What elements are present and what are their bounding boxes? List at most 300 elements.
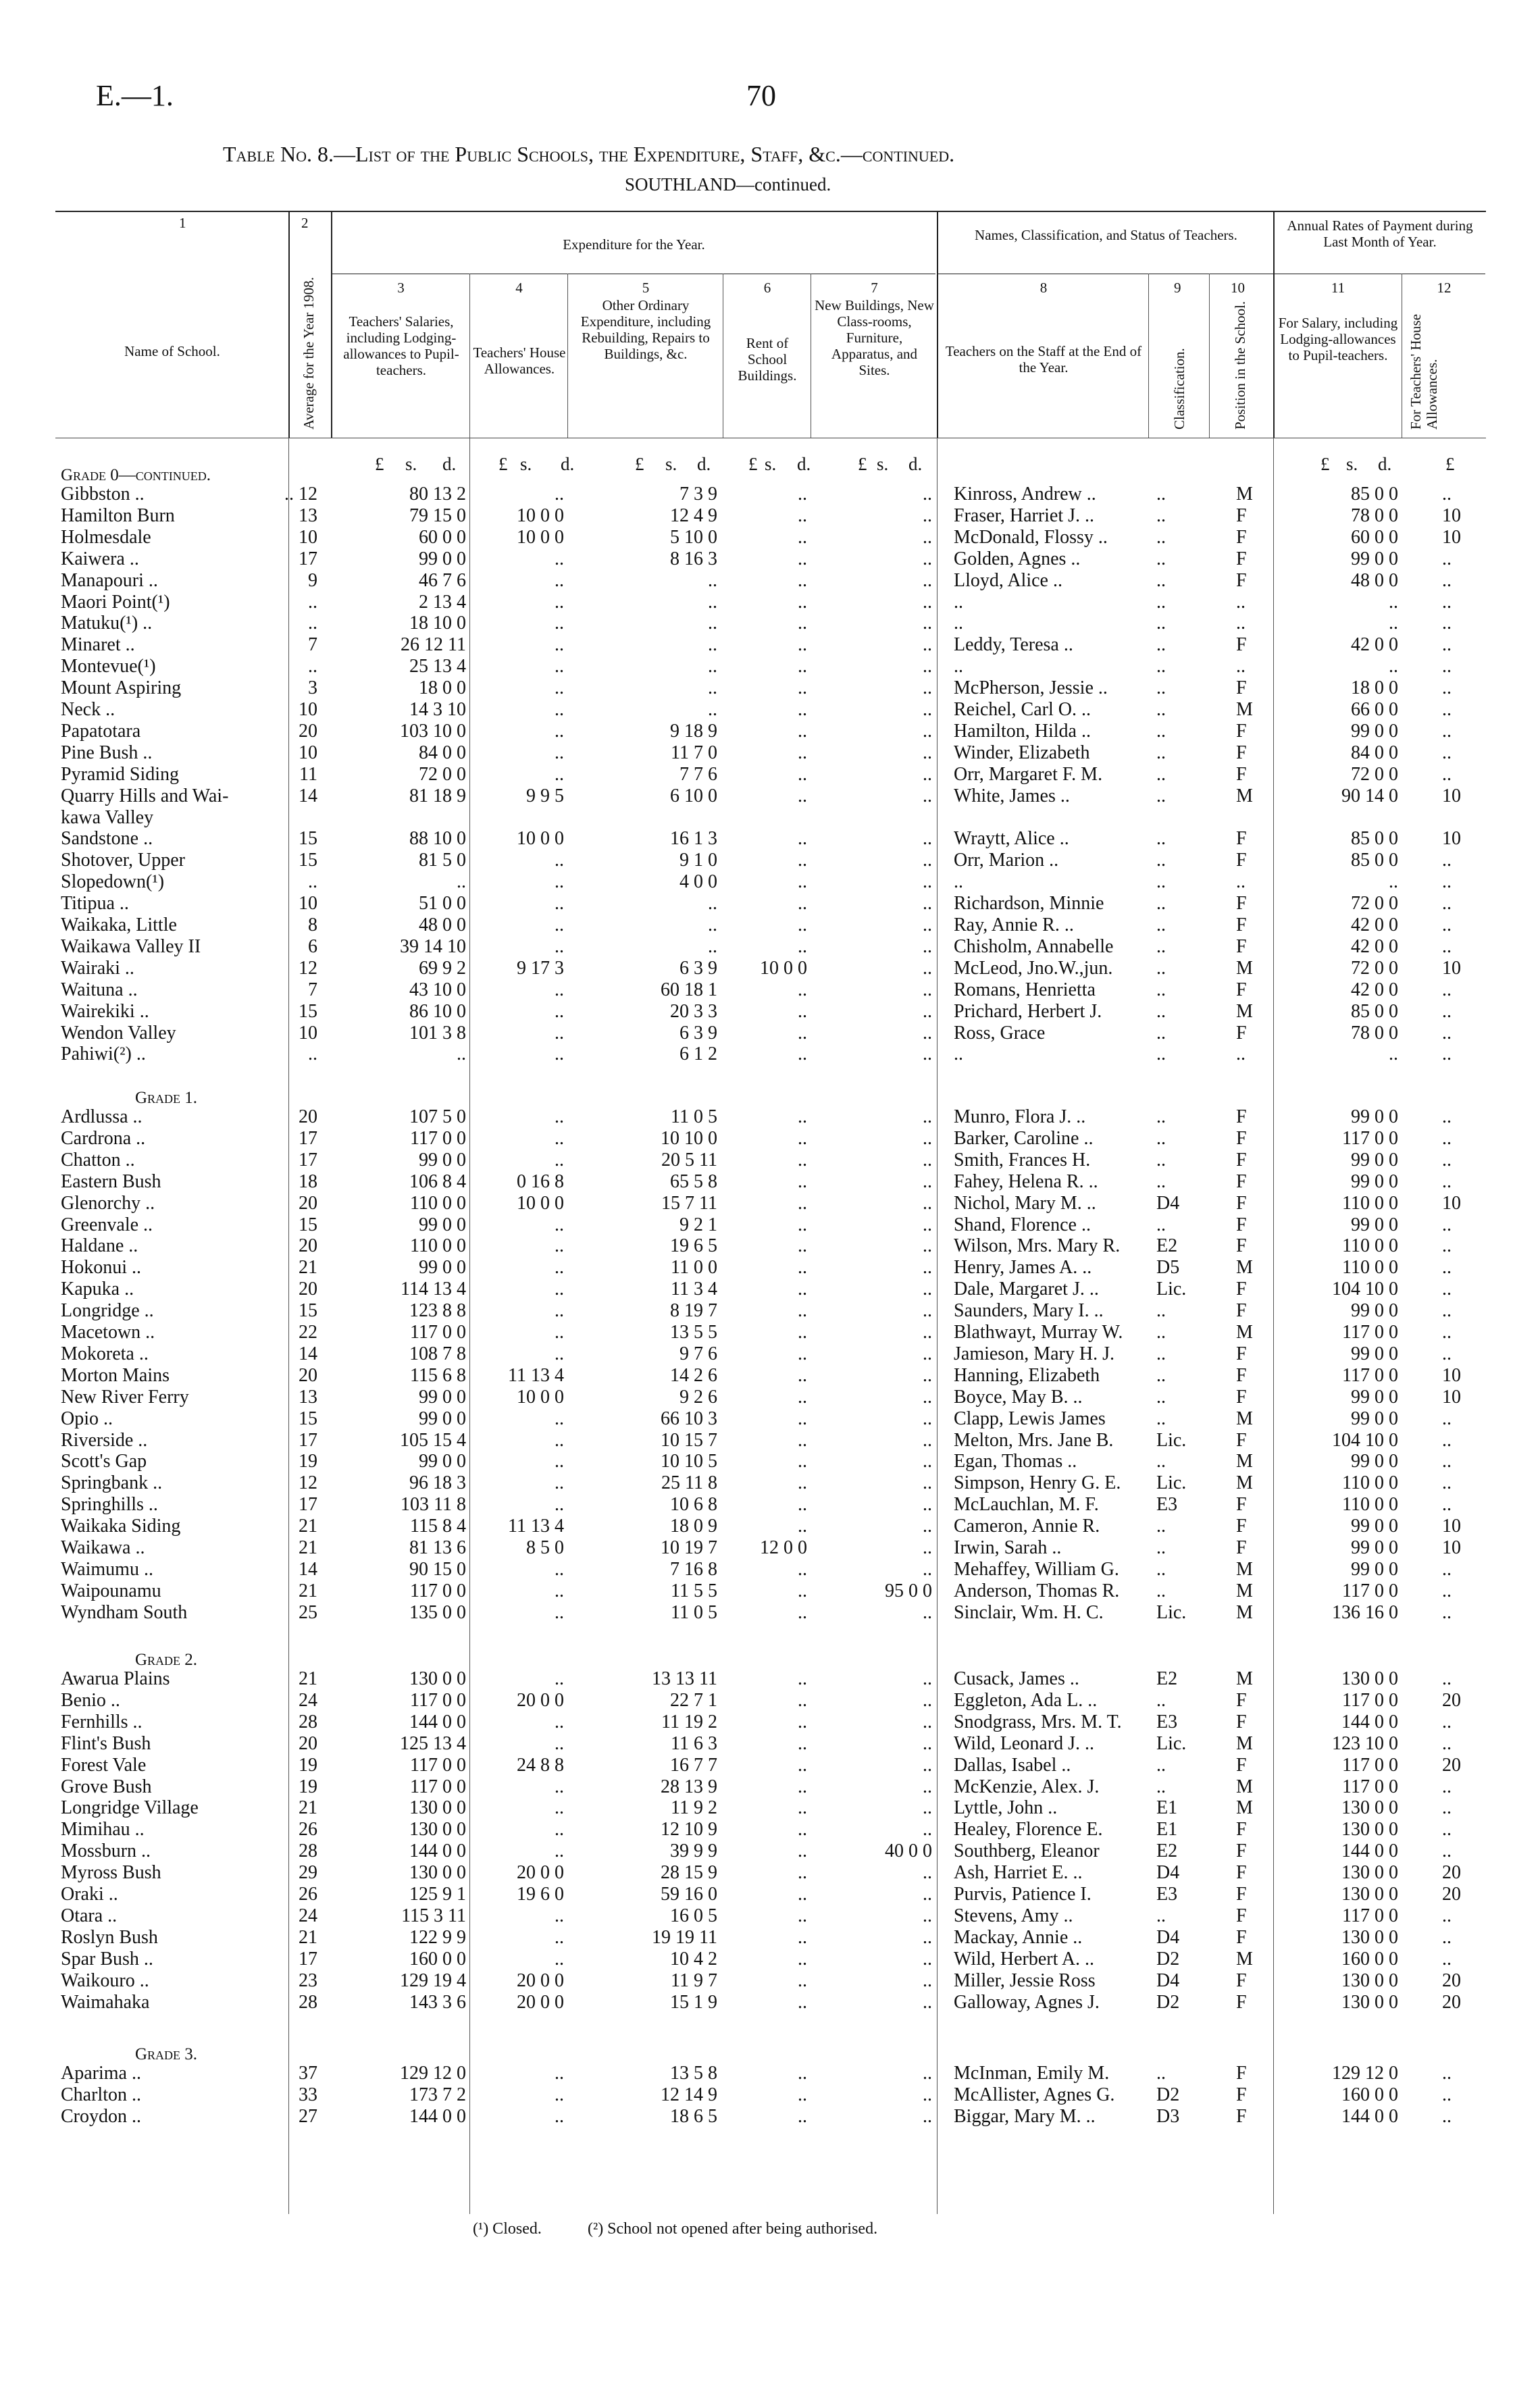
cell-position: M	[1236, 1797, 1253, 1819]
cell-other-expenditure: 6 3 9	[679, 1022, 717, 1044]
cell-salary-rate: 160 0 0	[1341, 1948, 1398, 1970]
cell-rent: ..	[798, 1884, 807, 1905]
cell-house-allowance: ..	[555, 1322, 564, 1343]
cell-rent: ..	[798, 1343, 807, 1364]
cell-other-expenditure: 9 2 6	[679, 1386, 717, 1408]
cell-other-expenditure: 6 1 2	[679, 1044, 717, 1065]
table-row	[0, 807, 1540, 829]
table-row	[0, 1001, 1540, 1023]
cell-average: ..	[308, 613, 317, 634]
cell-teacher-name: Richardson, Minnie	[954, 893, 1104, 915]
table-row	[0, 1690, 1540, 1712]
cell-new-buildings: ..	[923, 548, 932, 569]
cell-rent: ..	[798, 1322, 807, 1343]
cell-other-expenditure: 5 10 0	[670, 526, 717, 548]
col-7-number: 7	[871, 280, 878, 296]
cell-teacher-name: McAllister, Agnes G.	[954, 2084, 1115, 2105]
cell-other-expenditure: 13 5 5	[670, 1322, 717, 1343]
cell-average: 15	[299, 1000, 317, 1022]
cell-house-allowance: ..	[555, 720, 564, 742]
cell-house-allowance: ..	[555, 742, 564, 763]
cell-classification: ..	[1156, 699, 1166, 720]
cell-salary-rate: 85 0 0	[1351, 828, 1398, 850]
cell-house-allowance-rate: ..	[1442, 742, 1452, 763]
cell-rent: ..	[798, 1732, 807, 1754]
cell-new-buildings: ..	[923, 1754, 932, 1776]
cell-other-expenditure: 13 5 8	[670, 2063, 717, 2084]
table-title: Table No. 8.—List of the Public Schools, the Expenditure, Staff, &c.—continued.	[223, 142, 955, 166]
cell-other-expenditure: 19 6 5	[670, 1235, 717, 1257]
cell-rent: ..	[798, 785, 807, 806]
cell-teacher-name: Dale, Margaret J. ..	[954, 1279, 1099, 1300]
cell-house-allowance-rate: ..	[1442, 613, 1452, 634]
table-row	[0, 958, 1540, 979]
cell-other-expenditure: 19 19 11	[652, 1926, 717, 1948]
cell-house-allowance: ..	[555, 1279, 564, 1300]
cell-salary-rate: 99 0 0	[1351, 1558, 1398, 1580]
cell-new-buildings: ..	[923, 1668, 932, 1689]
cell-school-name: Spar Bush ..	[61, 1948, 153, 1970]
cell-other-expenditure: 18 6 5	[670, 2105, 717, 2127]
cell-house-allowance: ..	[555, 1127, 564, 1149]
cell-average: ..	[308, 1044, 317, 1065]
table-row	[0, 1408, 1540, 1430]
col-5-number: 5	[642, 280, 650, 296]
cell-new-buildings: ..	[923, 2105, 932, 2127]
cell-new-buildings: ..	[923, 1970, 932, 1991]
cell-classification: E3	[1156, 1494, 1178, 1516]
cell-position: F	[1236, 1300, 1247, 1322]
cell-new-buildings: ..	[923, 1000, 932, 1022]
cell-school-name: Roslyn Bush	[61, 1926, 158, 1948]
cell-teacher-name: Egan, Thomas ..	[954, 1451, 1077, 1472]
cell-house-allowance: ..	[555, 1905, 564, 1926]
table-row	[0, 893, 1540, 915]
cell-rent: ..	[798, 1235, 807, 1257]
cell-salaries: 81 13 6	[409, 1537, 466, 1558]
cell-position: F	[1236, 1926, 1247, 1948]
cell-other-expenditure: 9 18 9	[670, 720, 717, 742]
cell-school-name: Waikaka Siding	[61, 1516, 181, 1537]
cell-teacher-name: Prichard, Herbert J.	[954, 1000, 1102, 1022]
cell-position: ..	[1236, 591, 1246, 613]
cell-house-allowance: ..	[555, 1149, 564, 1170]
cell-average: 28	[299, 1711, 317, 1732]
cell-position: F	[1236, 1884, 1247, 1905]
cell-house-allowance: ..	[555, 1044, 564, 1065]
cell-rent: ..	[798, 720, 807, 742]
cell-position: M	[1236, 1601, 1253, 1623]
cell-other-expenditure: 28 13 9	[661, 1776, 717, 1797]
cell-position: F	[1236, 1386, 1247, 1408]
cell-salary-rate: 117 0 0	[1342, 1776, 1398, 1797]
cell-salaries: 84 0 0	[419, 742, 466, 763]
cell-classification: ..	[1156, 1127, 1166, 1149]
cell-teacher-name: Jamieson, Mary H. J.	[954, 1343, 1114, 1364]
cell-school-name: Slopedown(¹)	[61, 871, 165, 893]
cell-salary-rate: 42 0 0	[1351, 935, 1398, 957]
cell-new-buildings: ..	[923, 1257, 932, 1279]
cell-school-name: Quarry Hills and Wai-	[61, 785, 229, 806]
cell-teacher-name: Cusack, James ..	[954, 1668, 1079, 1689]
cell-salaries: 88 10 0	[409, 828, 466, 850]
cell-salary-rate: 130 0 0	[1341, 1926, 1398, 1948]
cell-other-expenditure: ..	[708, 591, 717, 613]
cell-new-buildings: ..	[923, 1991, 932, 2013]
table-row	[0, 1494, 1540, 1516]
table-row	[0, 613, 1540, 634]
cell-house-allowance: 0 16 8	[517, 1170, 564, 1192]
cell-classification: ..	[1156, 1022, 1166, 1044]
cell-house-allowance: 24 8 8	[517, 1754, 564, 1776]
cell-rent: ..	[798, 1991, 807, 2013]
cell-average: 3	[308, 677, 317, 699]
cell-new-buildings: ..	[923, 591, 932, 613]
cell-new-buildings: ..	[923, 613, 932, 634]
cell-rent: ..	[798, 1472, 807, 1494]
cell-classification: ..	[1156, 1689, 1166, 1711]
cell-new-buildings: ..	[923, 979, 932, 1000]
cell-average: 14	[299, 785, 317, 806]
cell-position: F	[1236, 505, 1247, 526]
cell-teacher-name: Leddy, Teresa ..	[954, 634, 1073, 656]
table-row	[0, 505, 1540, 527]
cell-rent: ..	[798, 742, 807, 763]
table-row	[0, 1602, 1540, 1624]
cell-classification: ..	[1156, 1149, 1166, 1170]
cell-other-expenditure: 16 0 5	[670, 1905, 717, 1926]
cell-rent: ..	[798, 1106, 807, 1127]
cell-other-expenditure: 12 10 9	[661, 1819, 717, 1841]
cell-other-expenditure: 4 0 0	[679, 871, 717, 893]
cell-teacher-name: Orr, Margaret F. M.	[954, 763, 1103, 785]
expenditure-group-header: Expenditure for the Year.	[563, 236, 705, 253]
cell-house-allowance: ..	[555, 935, 564, 957]
cell-house-allowance-rate: ..	[1442, 1300, 1452, 1322]
cell-rent: ..	[798, 1754, 807, 1776]
cell-salaries: 173 7 2	[409, 2084, 466, 2105]
table-row	[0, 1023, 1540, 1044]
cell-position: M	[1236, 1776, 1253, 1797]
table-row	[0, 1712, 1540, 1733]
cell-teacher-name: Ray, Annie R. ..	[954, 915, 1074, 935]
cell-salaries: 117 0 0	[410, 1689, 466, 1711]
cell-position: F	[1236, 634, 1247, 656]
cell-classification: ..	[1156, 1343, 1166, 1364]
cell-house-allowance: ..	[555, 677, 564, 699]
cell-classification: ..	[1156, 1451, 1166, 1472]
cell-other-expenditure: 10 19 7	[661, 1537, 717, 1558]
cell-position: M	[1236, 1000, 1253, 1022]
cell-salaries: 2 13 4	[419, 591, 466, 613]
cell-classification: D2	[1156, 1948, 1180, 1970]
cell-classification: Lic.	[1156, 1472, 1187, 1494]
cell-position: M	[1236, 1322, 1253, 1343]
cell-classification: D2	[1156, 1991, 1180, 2013]
cell-house-allowance-rate: 10	[1442, 505, 1461, 526]
cell-salaries: 99 0 0	[419, 1257, 466, 1279]
cell-house-allowance: 10 0 0	[517, 526, 564, 548]
cell-rent: ..	[798, 871, 807, 893]
cell-school-name: Kapuka ..	[61, 1279, 134, 1300]
cell-position: F	[1236, 1106, 1247, 1127]
cell-other-expenditure: 11 0 5	[671, 1601, 717, 1623]
cell-school-name: Springbank ..	[61, 1472, 163, 1494]
cell-rent: ..	[798, 699, 807, 720]
cell-teacher-name: Ash, Harriet E. ..	[954, 1862, 1083, 1884]
cell-position: F	[1236, 1970, 1247, 1991]
cell-classification: ..	[1156, 871, 1166, 893]
cell-school-name: Aparima ..	[61, 2063, 141, 2084]
cell-average: ..	[308, 656, 317, 677]
cell-new-buildings: ..	[923, 1408, 932, 1429]
cell-teacher-name: Fahey, Helena R. ..	[954, 1170, 1098, 1192]
cell-teacher-name: Chisholm, Annabelle	[954, 935, 1114, 957]
cell-school-name: Holmesdale	[61, 526, 151, 548]
cell-house-allowance-rate: ..	[1442, 1797, 1452, 1819]
cell-school-name: Waipounamu	[61, 1580, 161, 1601]
cell-other-expenditure: 11 0 0	[671, 1257, 717, 1279]
cell-house-allowance-rate: 10	[1442, 1192, 1461, 1214]
cell-school-name: Waikawa ..	[61, 1537, 145, 1558]
cell-salaries: 130 0 0	[409, 1819, 466, 1841]
cell-new-buildings: ..	[923, 656, 932, 677]
page-number: 70	[746, 79, 776, 112]
cell-school-name: Kaiwera ..	[61, 548, 139, 569]
table-row	[0, 1862, 1540, 1884]
cell-position: M	[1236, 1472, 1253, 1494]
cell-school-name: Awarua Plains	[61, 1668, 170, 1689]
cell-classification: ..	[1156, 1322, 1166, 1343]
cell-salaries: 117 0 0	[410, 1127, 466, 1149]
cell-salaries: 115 6 8	[410, 1364, 466, 1386]
cell-other-expenditure: 15 1 9	[670, 1991, 717, 2013]
cell-salary-rate: 130 0 0	[1341, 1668, 1398, 1689]
cell-school-name: Opio ..	[61, 1408, 113, 1429]
cell-rent: ..	[798, 1926, 807, 1948]
col-salary-rate: For Salary, including Lodging-allowances to Pupil-teachers.	[1278, 315, 1398, 363]
table-row	[0, 1516, 1540, 1537]
cell-house-allowance-rate: 20	[1442, 1970, 1461, 1991]
cell-house-allowance: ..	[555, 1022, 564, 1044]
table-row	[0, 1797, 1540, 1819]
cell-house-allowance-rate: ..	[1442, 569, 1452, 591]
cell-classification: ..	[1156, 1170, 1166, 1192]
table-row	[0, 2106, 1540, 2128]
cell-position: F	[1236, 742, 1247, 763]
cell-average: 14	[299, 1558, 317, 1580]
cell-salary-rate: 78 0 0	[1351, 505, 1398, 526]
table-row	[0, 1668, 1540, 1690]
cell-salaries: 144 0 0	[409, 2105, 466, 2127]
cell-salaries: 18 10 0	[409, 613, 466, 634]
cell-average: 24	[299, 1689, 317, 1711]
cell-teacher-name: ..	[954, 1044, 963, 1065]
cell-salaries: 99 0 0	[419, 548, 466, 569]
table-row	[0, 764, 1540, 786]
cell-house-allowance-rate: ..	[1442, 720, 1452, 742]
cell-new-buildings: ..	[923, 1386, 932, 1408]
cell-average: 37	[299, 2063, 317, 2084]
cell-position: F	[1236, 935, 1247, 957]
cell-classification: ..	[1156, 763, 1166, 785]
cell-teacher-name: Orr, Marion ..	[954, 850, 1059, 871]
cell-teacher-name: Blathwayt, Murray W.	[954, 1322, 1123, 1343]
col-3-number: 3	[397, 280, 405, 296]
cell-house-allowance-rate: ..	[1442, 1044, 1452, 1065]
cell-salary-rate: 99 0 0	[1351, 1386, 1398, 1408]
cell-average: 20	[299, 1364, 317, 1386]
cell-position: ..	[1236, 871, 1246, 893]
cell-salary-rate: 110 0 0	[1342, 1192, 1398, 1214]
cell-classification: ..	[1156, 1364, 1166, 1386]
table-row	[0, 1150, 1540, 1171]
cell-average: 23	[299, 1970, 317, 1991]
cell-teacher-name: Irwin, Sarah ..	[954, 1537, 1062, 1558]
cell-position: F	[1236, 1689, 1247, 1711]
cell-teacher-name: McInman, Emily M.	[954, 2063, 1110, 2084]
cell-school-name: Macetown ..	[61, 1322, 155, 1343]
cell-teacher-name: Golden, Agnes ..	[954, 548, 1081, 569]
cell-house-allowance-rate: ..	[1442, 1322, 1452, 1343]
cell-other-expenditure: 7 7 6	[679, 763, 717, 785]
cell-position: F	[1236, 1537, 1247, 1558]
col-2-number: 2	[301, 215, 309, 231]
cell-position: ..	[1236, 1044, 1246, 1065]
cell-teacher-name: Simpson, Henry G. E.	[954, 1472, 1121, 1494]
cell-other-expenditure: 22 7 1	[670, 1689, 717, 1711]
grade-2-heading: Grade 2.	[135, 1651, 198, 1669]
cell-house-allowance: ..	[555, 1429, 564, 1451]
table-row	[0, 1905, 1540, 1927]
cell-new-buildings: ..	[923, 1537, 932, 1558]
cell-classification: ..	[1156, 656, 1166, 677]
cell-salary-rate: 130 0 0	[1341, 1819, 1398, 1841]
cell-classification: ..	[1156, 828, 1166, 850]
cell-rent: ..	[798, 850, 807, 871]
cell-house-allowance: ..	[555, 1580, 564, 1601]
cell-new-buildings: ..	[923, 1819, 932, 1841]
cell-average: 15	[299, 850, 317, 871]
cell-house-allowance-rate: ..	[1442, 1711, 1452, 1732]
cell-classification: ..	[1156, 915, 1166, 935]
cell-salaries: 25 13 4	[409, 656, 466, 677]
cell-house-allowance-rate: ..	[1442, 1558, 1452, 1580]
cell-house-allowance: ..	[555, 656, 564, 677]
cell-average: 19	[299, 1451, 317, 1472]
cell-school-name: Chatton ..	[61, 1149, 135, 1170]
table-row	[0, 1257, 1540, 1279]
cell-house-allowance: ..	[555, 613, 564, 634]
cell-salary-rate: 85 0 0	[1351, 850, 1398, 871]
table-row	[0, 1559, 1540, 1580]
cell-teacher-name: McLauchlan, M. F.	[954, 1494, 1099, 1516]
cell-house-allowance-rate: ..	[1442, 1170, 1452, 1192]
cell-school-name: Charlton ..	[61, 2084, 141, 2105]
col-house-allowances: Teachers' House Allowances.	[473, 344, 566, 377]
cell-new-buildings: ..	[923, 828, 932, 850]
cell-other-expenditure: 11 9 7	[671, 1970, 717, 1991]
cell-new-buildings: ..	[923, 1149, 932, 1170]
cell-salary-rate: ..	[1389, 591, 1398, 613]
cell-average: 15	[299, 1300, 317, 1322]
cell-salary-rate: 129 12 0	[1332, 2063, 1398, 2084]
cell-salaries: 129 19 4	[400, 1970, 466, 1991]
cell-new-buildings: ..	[923, 1364, 932, 1386]
cell-salary-rate: 104 10 0	[1332, 1429, 1398, 1451]
cell-school-name: Pyramid Siding	[61, 763, 180, 785]
cell-new-buildings: ..	[923, 1300, 932, 1322]
cell-salaries: 110 0 0	[410, 1235, 466, 1257]
table-row	[0, 1451, 1540, 1472]
cell-new-buildings: ..	[923, 1451, 932, 1472]
cell-new-buildings: ..	[923, 720, 932, 742]
cell-teacher-name: Nichol, Mary M. ..	[954, 1192, 1096, 1214]
cell-house-allowance-rate: ..	[1442, 1279, 1452, 1300]
cell-new-buildings: ..	[923, 505, 932, 526]
cell-house-allowance-rate: ..	[1442, 763, 1452, 785]
cell-position: F	[1236, 1905, 1247, 1926]
cell-teacher-name: Eggleton, Ada L. ..	[954, 1689, 1098, 1711]
cell-other-expenditure: 9 1 0	[679, 850, 717, 871]
cell-house-allowance-rate: ..	[1442, 1257, 1452, 1279]
cell-school-name: Morton Mains	[61, 1364, 170, 1386]
cell-classification: D4	[1156, 1970, 1180, 1991]
cell-school-name: Otara ..	[61, 1905, 118, 1926]
cell-rent: ..	[798, 1279, 807, 1300]
cell-classification: D5	[1156, 1257, 1180, 1279]
cell-new-buildings: ..	[923, 1926, 932, 1948]
table-row	[0, 871, 1540, 893]
cell-school-name: Papatotara	[61, 720, 141, 742]
cell-salary-rate: ..	[1389, 1044, 1398, 1065]
cell-house-allowance: ..	[555, 1926, 564, 1948]
cell-average: 29	[299, 1862, 317, 1884]
cell-house-allowance-rate: ..	[1442, 1948, 1452, 1970]
cell-rent: 10 0 0	[760, 957, 807, 979]
cell-other-expenditure: 11 19 2	[661, 1711, 717, 1732]
cell-rent: ..	[798, 1776, 807, 1797]
cell-average: 15	[299, 1214, 317, 1235]
table-row	[0, 1949, 1540, 1970]
cell-teacher-name: Saunders, Mary I. ..	[954, 1300, 1104, 1322]
cell-other-expenditure: 11 0 5	[671, 1106, 717, 1127]
cell-rent: ..	[798, 1386, 807, 1408]
cell-rent: ..	[798, 1300, 807, 1322]
cell-new-buildings: ..	[923, 1429, 932, 1451]
cell-other-expenditure: 9 2 1	[679, 1214, 717, 1235]
cell-school-name: Forest Vale	[61, 1754, 147, 1776]
cell-rent: 12 0 0	[760, 1537, 807, 1558]
cell-classification: ..	[1156, 1044, 1166, 1065]
cell-classification: ..	[1156, 893, 1166, 915]
cell-teacher-name: Wild, Herbert A. ..	[954, 1948, 1095, 1970]
table-row	[0, 1841, 1540, 1862]
cell-rent: ..	[798, 2063, 807, 2084]
cell-salary-rate: 18 0 0	[1351, 677, 1398, 699]
cell-salaries: 18 0 0	[419, 677, 466, 699]
cell-salary-rate: ..	[1389, 613, 1398, 634]
cell-position: F	[1236, 2084, 1247, 2105]
cell-house-allowance: ..	[555, 893, 564, 915]
cell-classification: ..	[1156, 1905, 1166, 1926]
cell-classification: ..	[1156, 720, 1166, 742]
cell-house-allowance-rate: ..	[1442, 935, 1452, 957]
cell-house-allowance-rate: 10	[1442, 785, 1461, 806]
cell-house-allowance-rate: ..	[1442, 1127, 1452, 1149]
cell-house-allowance: ..	[555, 915, 564, 935]
table-row	[0, 1171, 1540, 1193]
